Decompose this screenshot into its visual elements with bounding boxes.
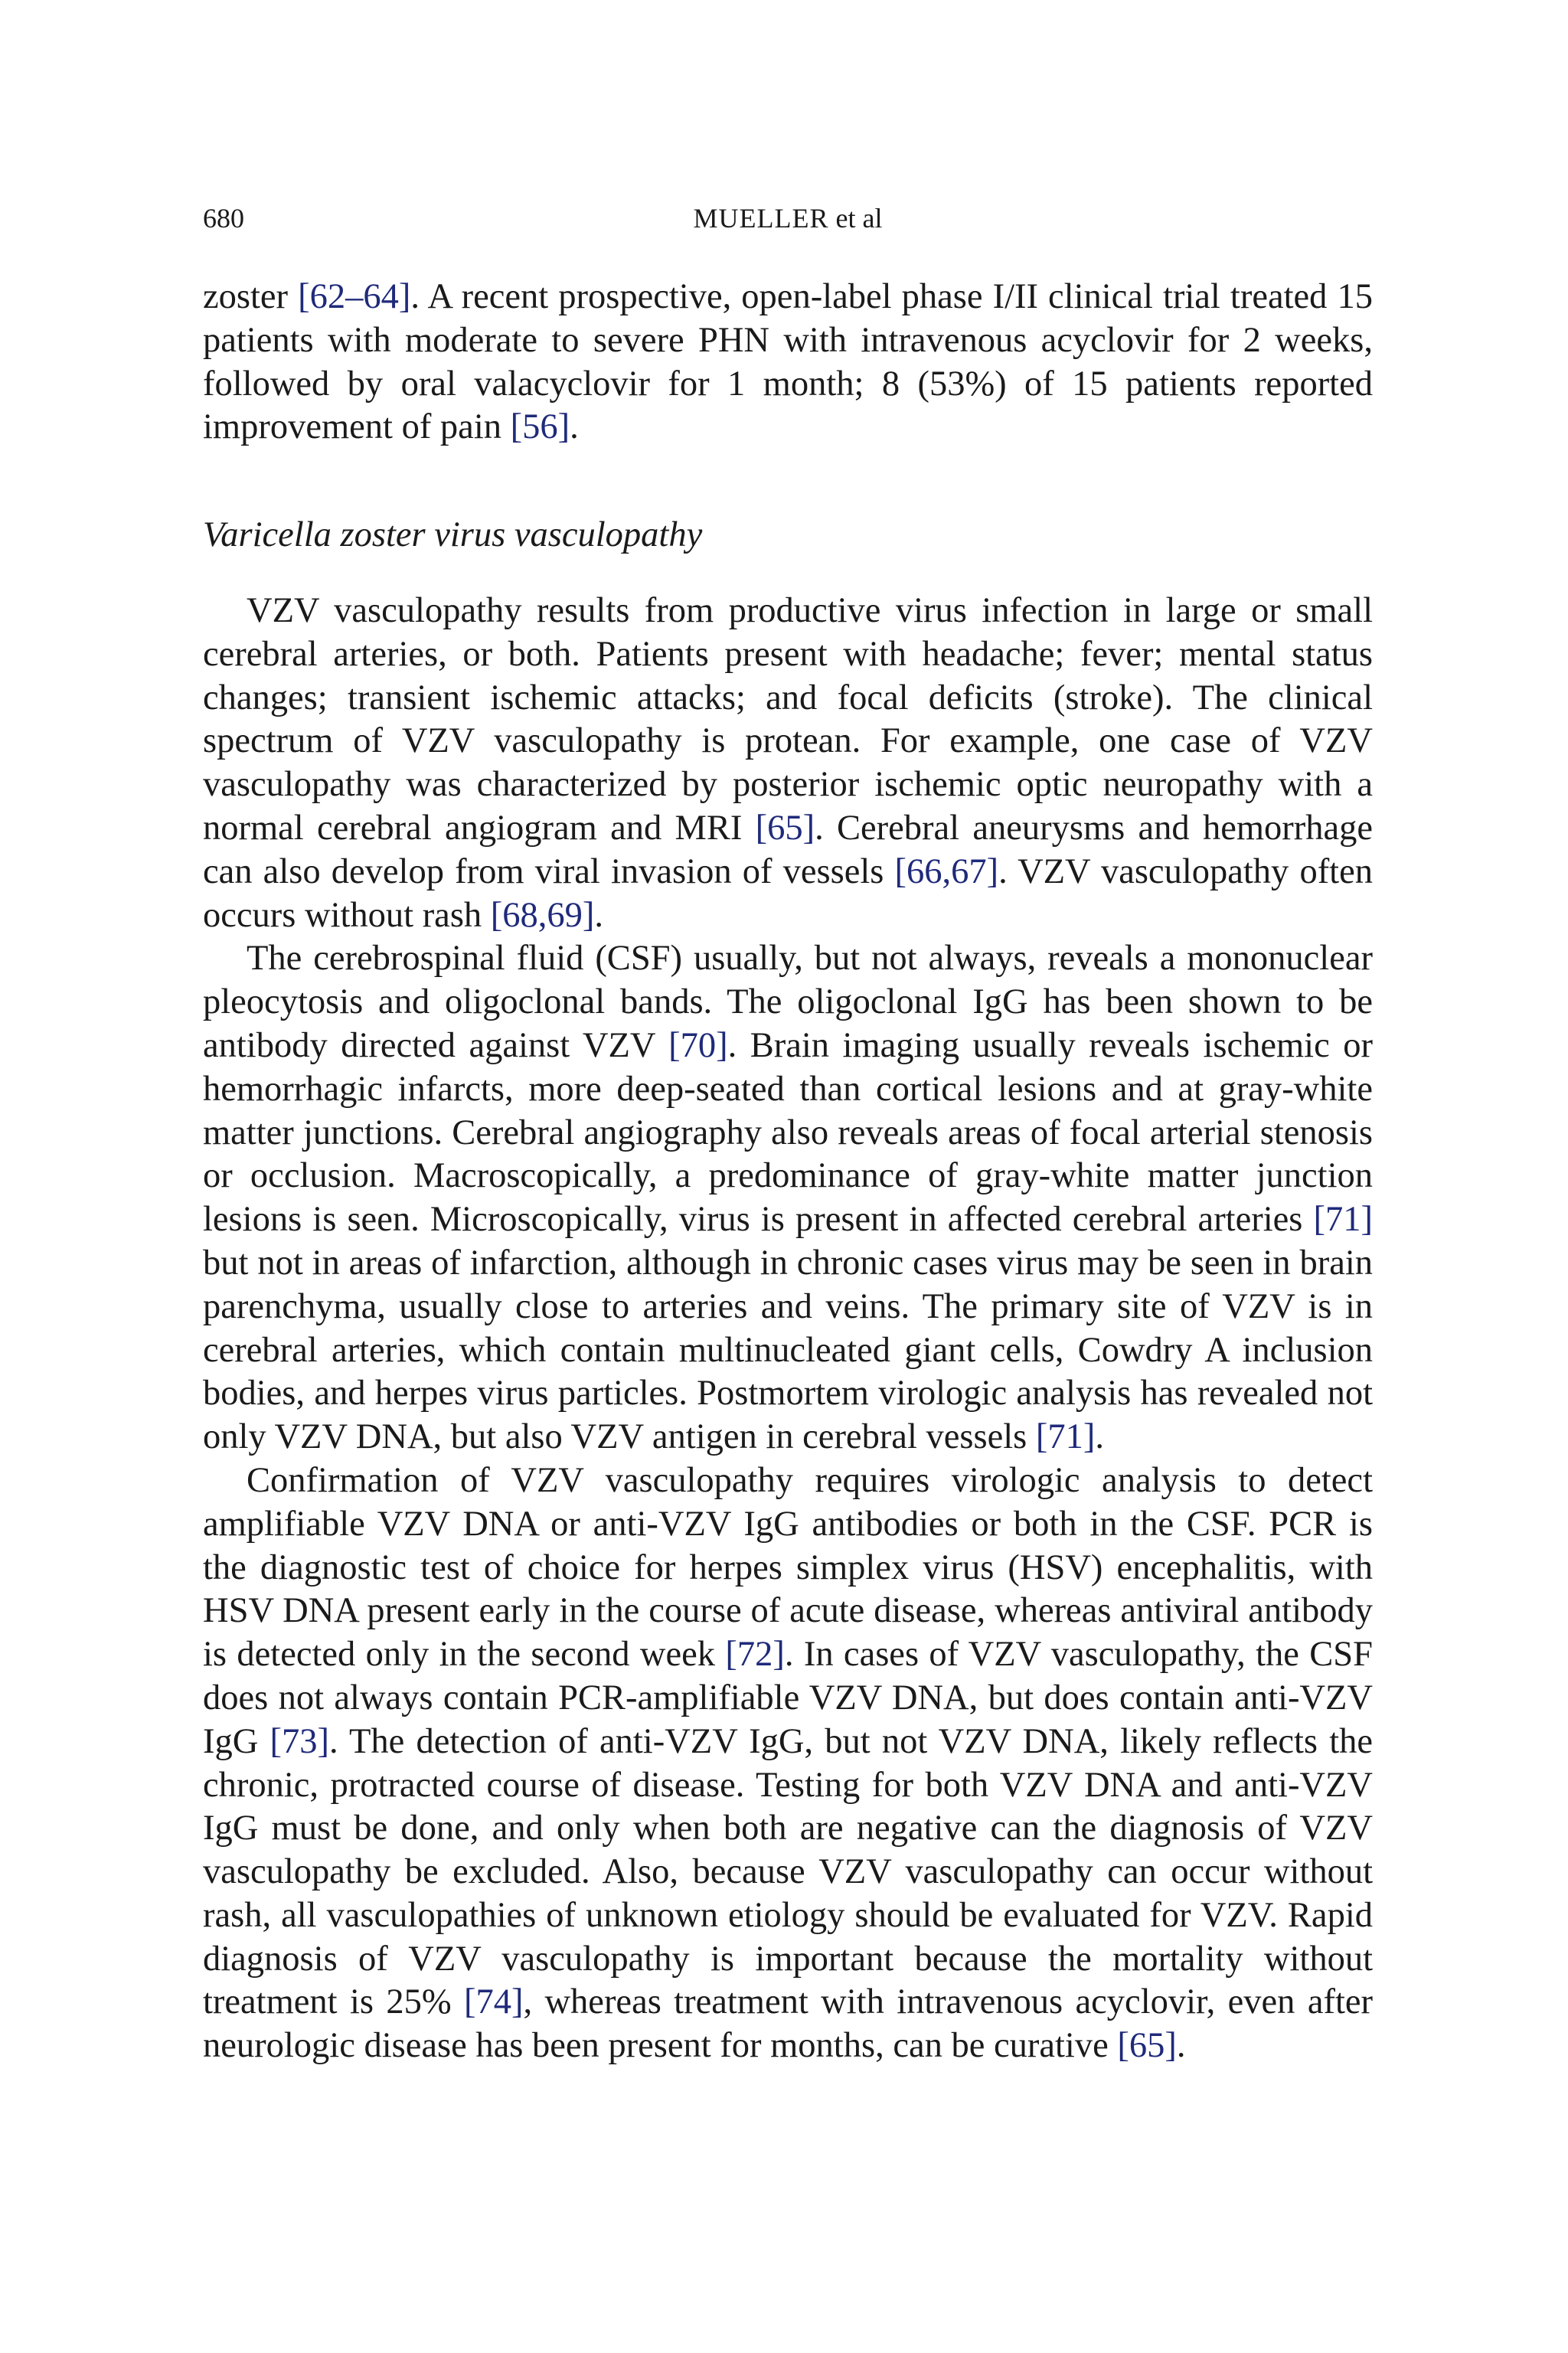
section-heading: Varicella zoster virus vasculopathy [203,515,703,555]
page-number: 680 [203,203,244,234]
running-title [203,195,1373,241]
citation-link[interactable]: [71] [1035,1417,1096,1457]
citation-link[interactable]: [65] [1117,2026,1177,2066]
paragraph [203,1459,1373,2068]
paragraph [203,590,1373,937]
text-run: . The detection of anti-VZV IgG, but not VZV DNA, likely reflects the chronic, protracted course of disease. Testing for both VZV DNA and anti-VZV IgG must be done, and only when both are negative can the diagnosis of VZV vasculopathy be excluded. Also, because VZV vasculopathy can occur without rash, all vasculopathies of unknown etiology should be evaluated for VZV. Rapid diagnosis of VZV vasculopathy is important because the mortality without treatment is 25% [203,1721,1373,2022]
text-run: . [570,407,579,447]
text-run: . In cases of VZV vasculopathy, the CSF does not always contain PCR-amplifiable VZV DNA, but does contain anti-VZV IgG [203,1635,1373,1761]
citation-link[interactable]: [71] [1313,1200,1373,1240]
citation-link[interactable]: [65] [755,808,815,848]
page [203,195,1373,2068]
citation-link[interactable]: [72] [725,1635,785,1675]
body-text [203,276,1373,2068]
running-head [203,195,1373,241]
running-title-suffix: et al [828,203,883,234]
text-run: , whereas treatment with intravenous acyclovir, even after neurologic disease has been present for months, can be curative [203,1982,1373,2066]
citation-link[interactable]: [74] [463,1982,524,2022]
text-run: . [1095,1417,1104,1457]
text-run: VZV vasculopathy results from productive virus infection in large or small cerebral arteries, or both. Patients present with headache; fever; mental status changes; transient ischemic attacks; and focal deficits (stroke). The clinical spectrum of VZV vasculopathy is protean. For example, one case of VZV vasculopathy was characterized by posterior ischemic optic neuropathy with a normal cerebral angiogram and MRI [203,590,1373,848]
citation-link[interactable]: [62–64] [298,277,411,316]
citation-link[interactable]: [70] [668,1025,728,1065]
paragraph-intro [203,276,1373,449]
running-title-author: MUELLER [693,203,829,234]
text-run: The cerebrospinal fluid (CSF) usually, but not always, reveals a mononuclear pleocytosis and oligoclonal bands. The oligoclonal IgG has been shown to be antibody directed against VZV [203,939,1373,1065]
text-run: . [594,895,604,935]
citation-link[interactable]: [66,67] [894,851,999,891]
text-run: but not in areas of infarction, although in chronic cases virus may be seen in brain parenchyma, usually close to arteries and veins. The primary site of VZV is in cerebral arteries, which contain multinucleated giant cells, Cowdry A inclusion bodies, and herpes virus particles. Postmortem virologic analysis has revealed not only VZV DNA, but also VZV antigen in cerebral vessels [203,1243,1373,1457]
text-run: . [1176,2026,1186,2066]
citation-link[interactable]: [56] [510,407,570,447]
citation-link[interactable]: [68,69] [490,895,595,935]
text-run: . Cerebral aneurysms and hemorrhage can also develop from viral invasion of vessels [203,808,1374,891]
text-run: . A recent prospective, open-label phase I/II clinical trial treated 15 patients with moderate to severe PHN with intravenous acyclovir for 2 weeks, followed by oral valacyclovir for 1 month; 8 (53%) of 15 patients reported improvement of pain [203,277,1374,447]
text-run: zoster [203,277,299,316]
text-run: . VZV vasculopathy often occurs without rash [203,851,1373,935]
text-run: Confirmation of VZV vasculopathy requires virologic analysis to detect amplifiable VZV DNA or anti-VZV IgG antibodies or both in the CSF. PCR is the diagnostic test of choice for herpes simplex virus (HSV) encephalitis, with HSV DNA present early in the course of acute disease, whereas antiviral antibody is detected only in the second week [203,1460,1373,1675]
paragraph [203,937,1373,1459]
citation-link[interactable]: [73] [270,1721,329,1761]
text-run: . Brain imaging usually reveals ischemic or hemorrhagic infarcts, more deep-seated than cortical lesions and at gray-white matter junctions. Cerebral angiography also reveals areas of focal arterial stenosis or occlusion. Macroscopically, a predominance of gray-white matter junction lesions is seen. Microscopically, virus is present in affected cerebral arteries [203,1025,1373,1240]
